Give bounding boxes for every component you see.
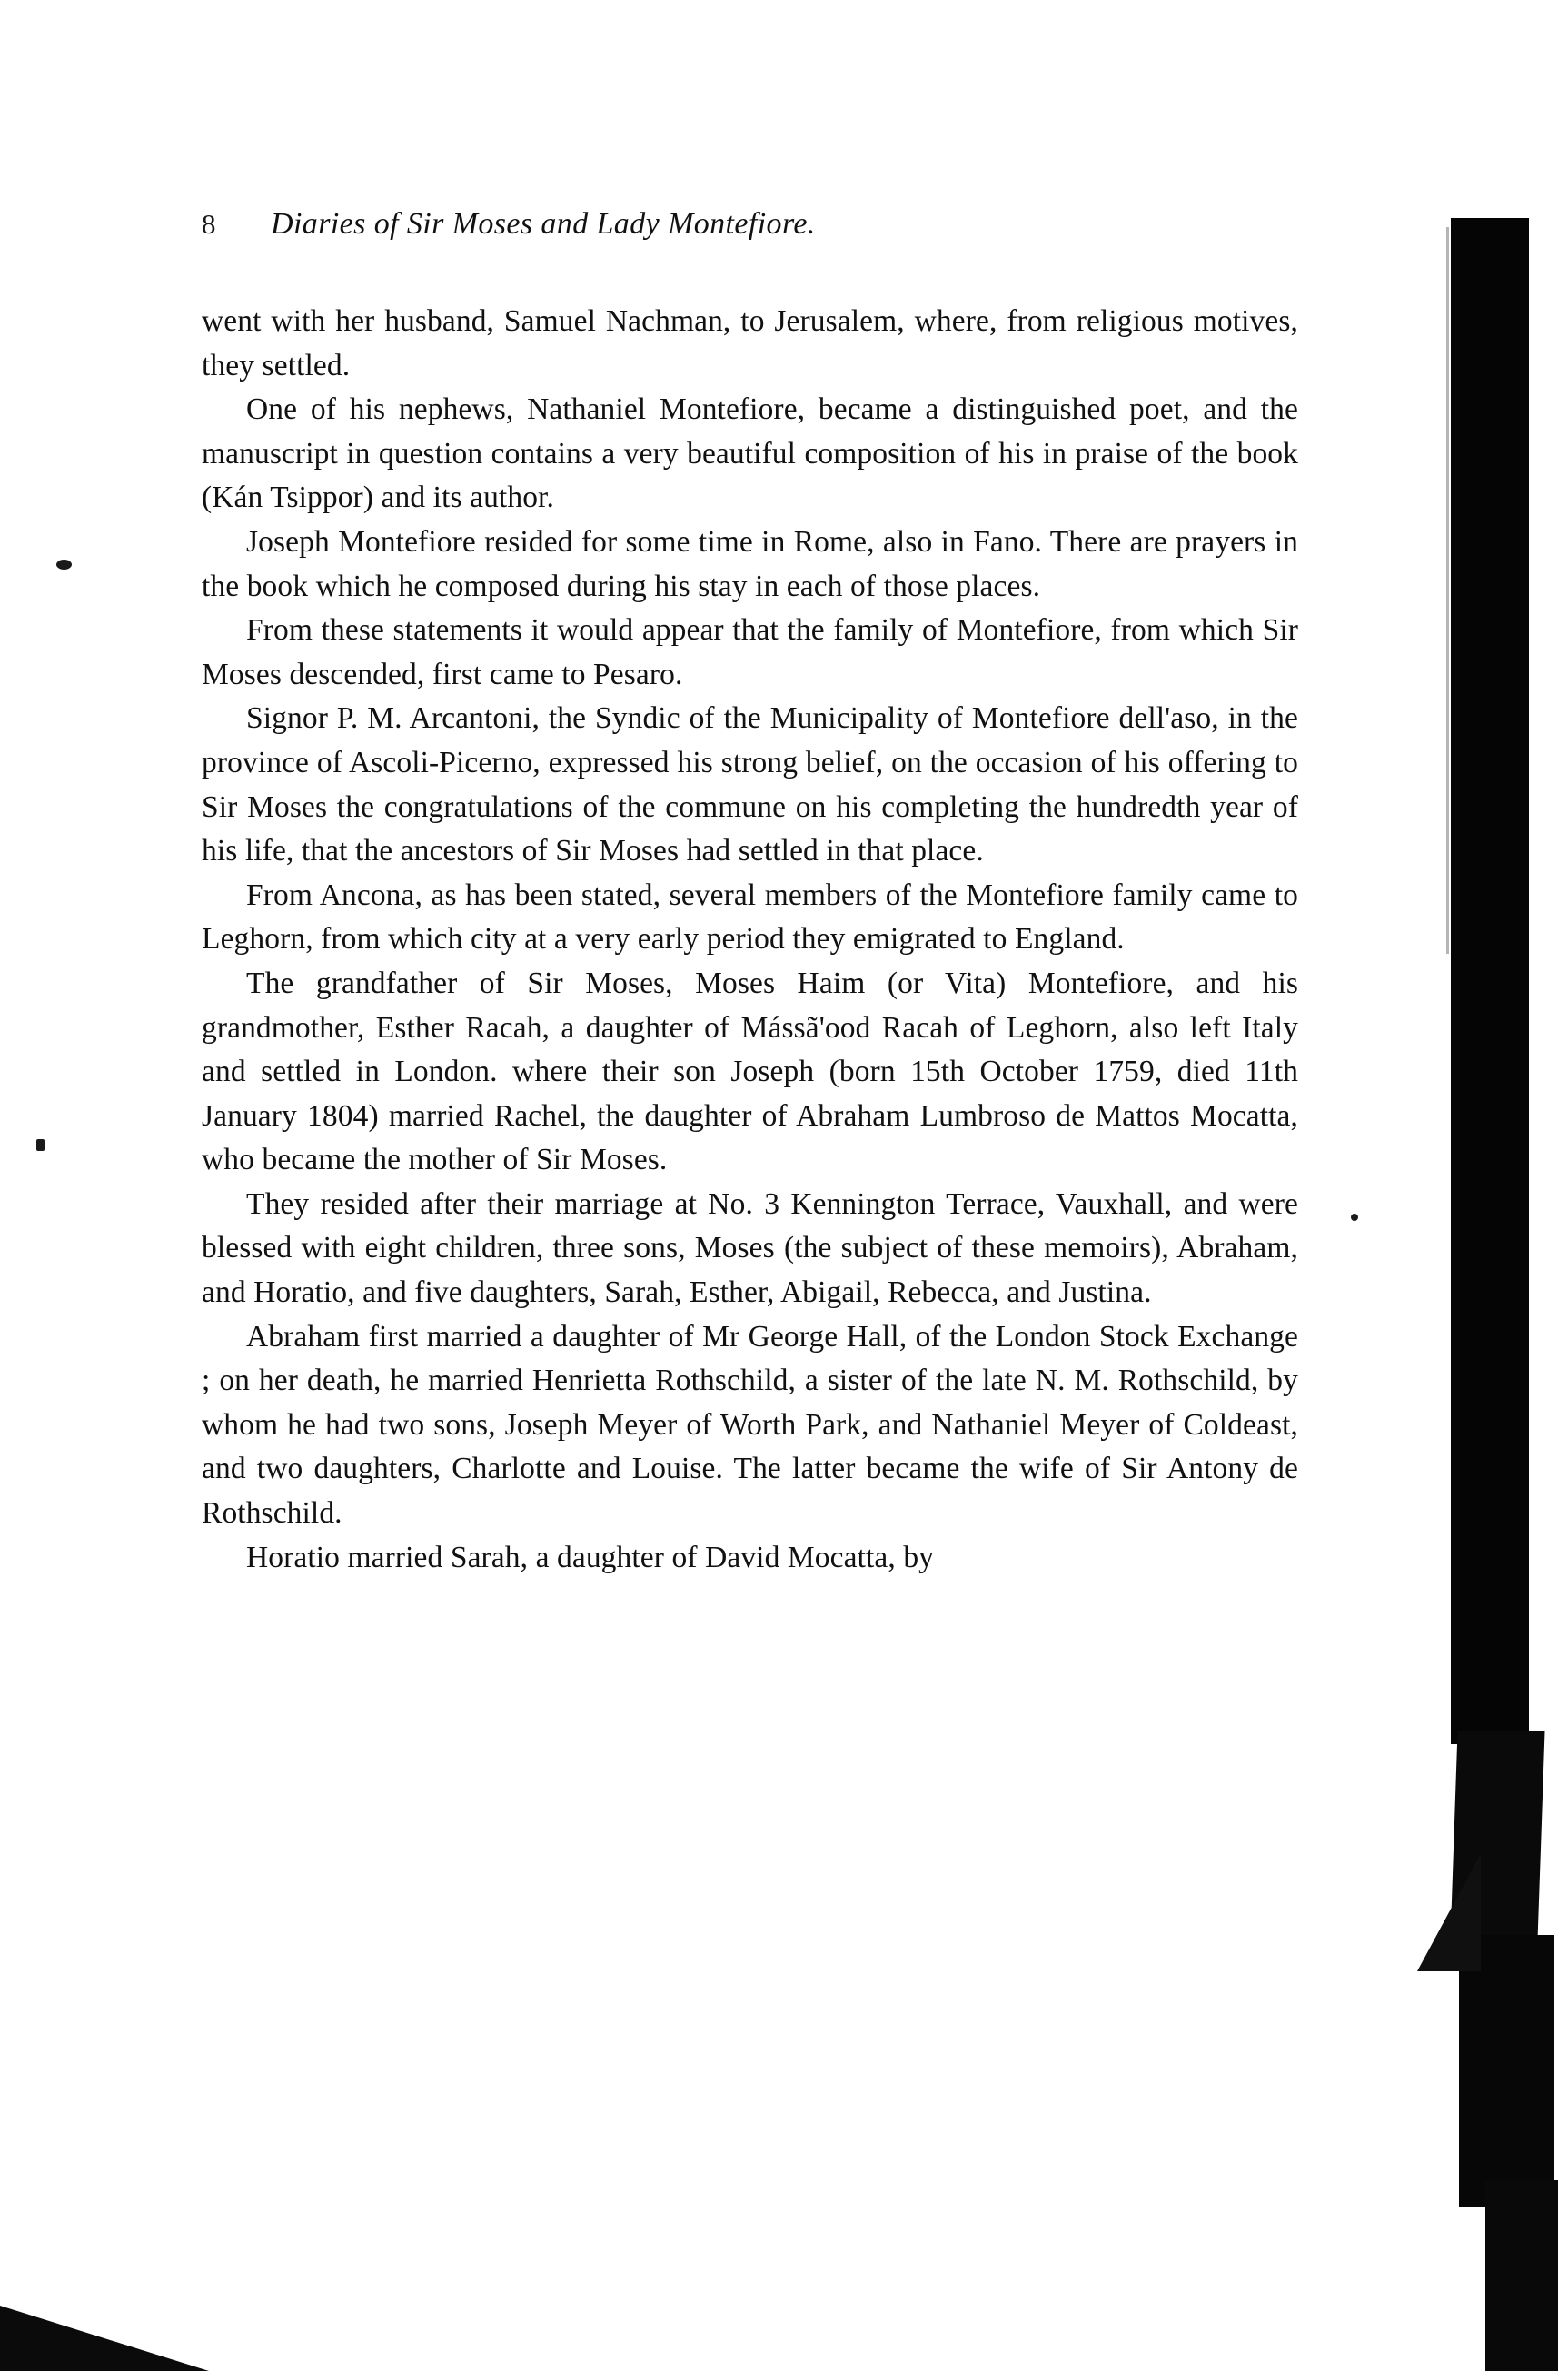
paragraph-ancona-leghorn: From Ancona, as has been stated, several members of the Montefiore family came to Leghorn, from which city at a very early period they emigrated to England.: [202, 878, 1298, 957]
paragraph-nephew-poet: One of his nephews, Nathaniel Montefiore, became a distinguished poet, and the manuscript in question contains a very beautiful composition of his in praise of the book (Kán Tsippor) and its author.: [202, 392, 1298, 515]
page-number: 8: [202, 208, 216, 240]
body-text-column: [202, 300, 1298, 1580]
paragraph-arcantoni: Signor P. M. Arcantoni, the Syndic of the Municipality of Montefiore dell'aso, in the province of Ascoli-Picerno, expressed his strong belief, on the occasion of his offering to Sir Moses the congratulations of the commune on his completing the hundredth year of his life, that the ancestors of Sir Moses had settled in that place.: [202, 701, 1298, 868]
running-head-title: [271, 207, 816, 242]
paragraph-nachman: went with her husband, Samuel Nachman, to Jerusalem, where, from religious motives, they settled.: [202, 304, 1298, 382]
paragraph-kennington: They resided after their marriage at No. 3 Kennington Terrace, Vauxhall, and were blessed with eight children, three sons, Moses (the subject of these memoirs), Abraham, and Horatio, and five daughters, Sarah, Esther, Abigail, Rebecca, and Justina.: [202, 1186, 1298, 1310]
scan-edge-artifact-right-lower2: [1459, 1935, 1554, 2207]
running-head-title-italic: Diaries of Sir Moses and: [271, 207, 597, 241]
scan-edge-artifact-right-bottom: [1485, 2180, 1558, 2371]
scan-speck-artifact-right-mid: [1351, 1214, 1358, 1221]
paragraph-joseph-rome: Joseph Montefiore resided for some time in Rome, also in Fano. There are prayers in the book which he composed during his stay in each of those places.: [202, 524, 1298, 603]
scan-edge-artifact-right: [1451, 218, 1529, 1744]
scan-corner-artifact-bottom-left: [0, 2262, 209, 2371]
paragraph-abraham: Abraham first married a daughter of Mr George Hall, of the London Stock Exchange ; on her death, he married Henrietta Rothschild, a sister of the late N. M. Rothschild, by whom he had two sons, Joseph Meyer of Worth Park, and Nathaniel Meyer of Coldeast, and two daughters, Charlotte and Louise. The latter became the wife of Sir Antony de Rothschild.: [202, 1319, 1298, 1531]
running-head: [202, 207, 1319, 242]
scan-blob-artifact: [1417, 1853, 1481, 1971]
paragraph-grandfather: The grandfather of Sir Moses, Moses Haim (or Vita) Montefiore, and his grandmother, Esther Racah, a daughter of Mássã'ood Racah of Leghorn, also left Italy and settled in London. where their son Joseph (born 15th October 1759, died 11th January 1804) married Rachel, the daughter of Abraham Lumbroso de Mattos Mocatta, who became the mother of Sir Moses.: [202, 966, 1298, 1177]
paragraph-horatio: Horatio married Sarah, a daughter of David Mocatta, by: [246, 1540, 935, 1574]
running-head-title-roman: Lady Montefiore.: [596, 207, 816, 241]
scan-line-artifact: [1446, 227, 1449, 954]
scan-speck-artifact-left-upper: [56, 560, 72, 570]
scan-speck-artifact-left-lower: [36, 1139, 45, 1151]
paragraph-pesaro: From these statements it would appear that the family of Montefiore, from which Sir Moses descended, first came to Pesaro.: [202, 613, 1298, 691]
